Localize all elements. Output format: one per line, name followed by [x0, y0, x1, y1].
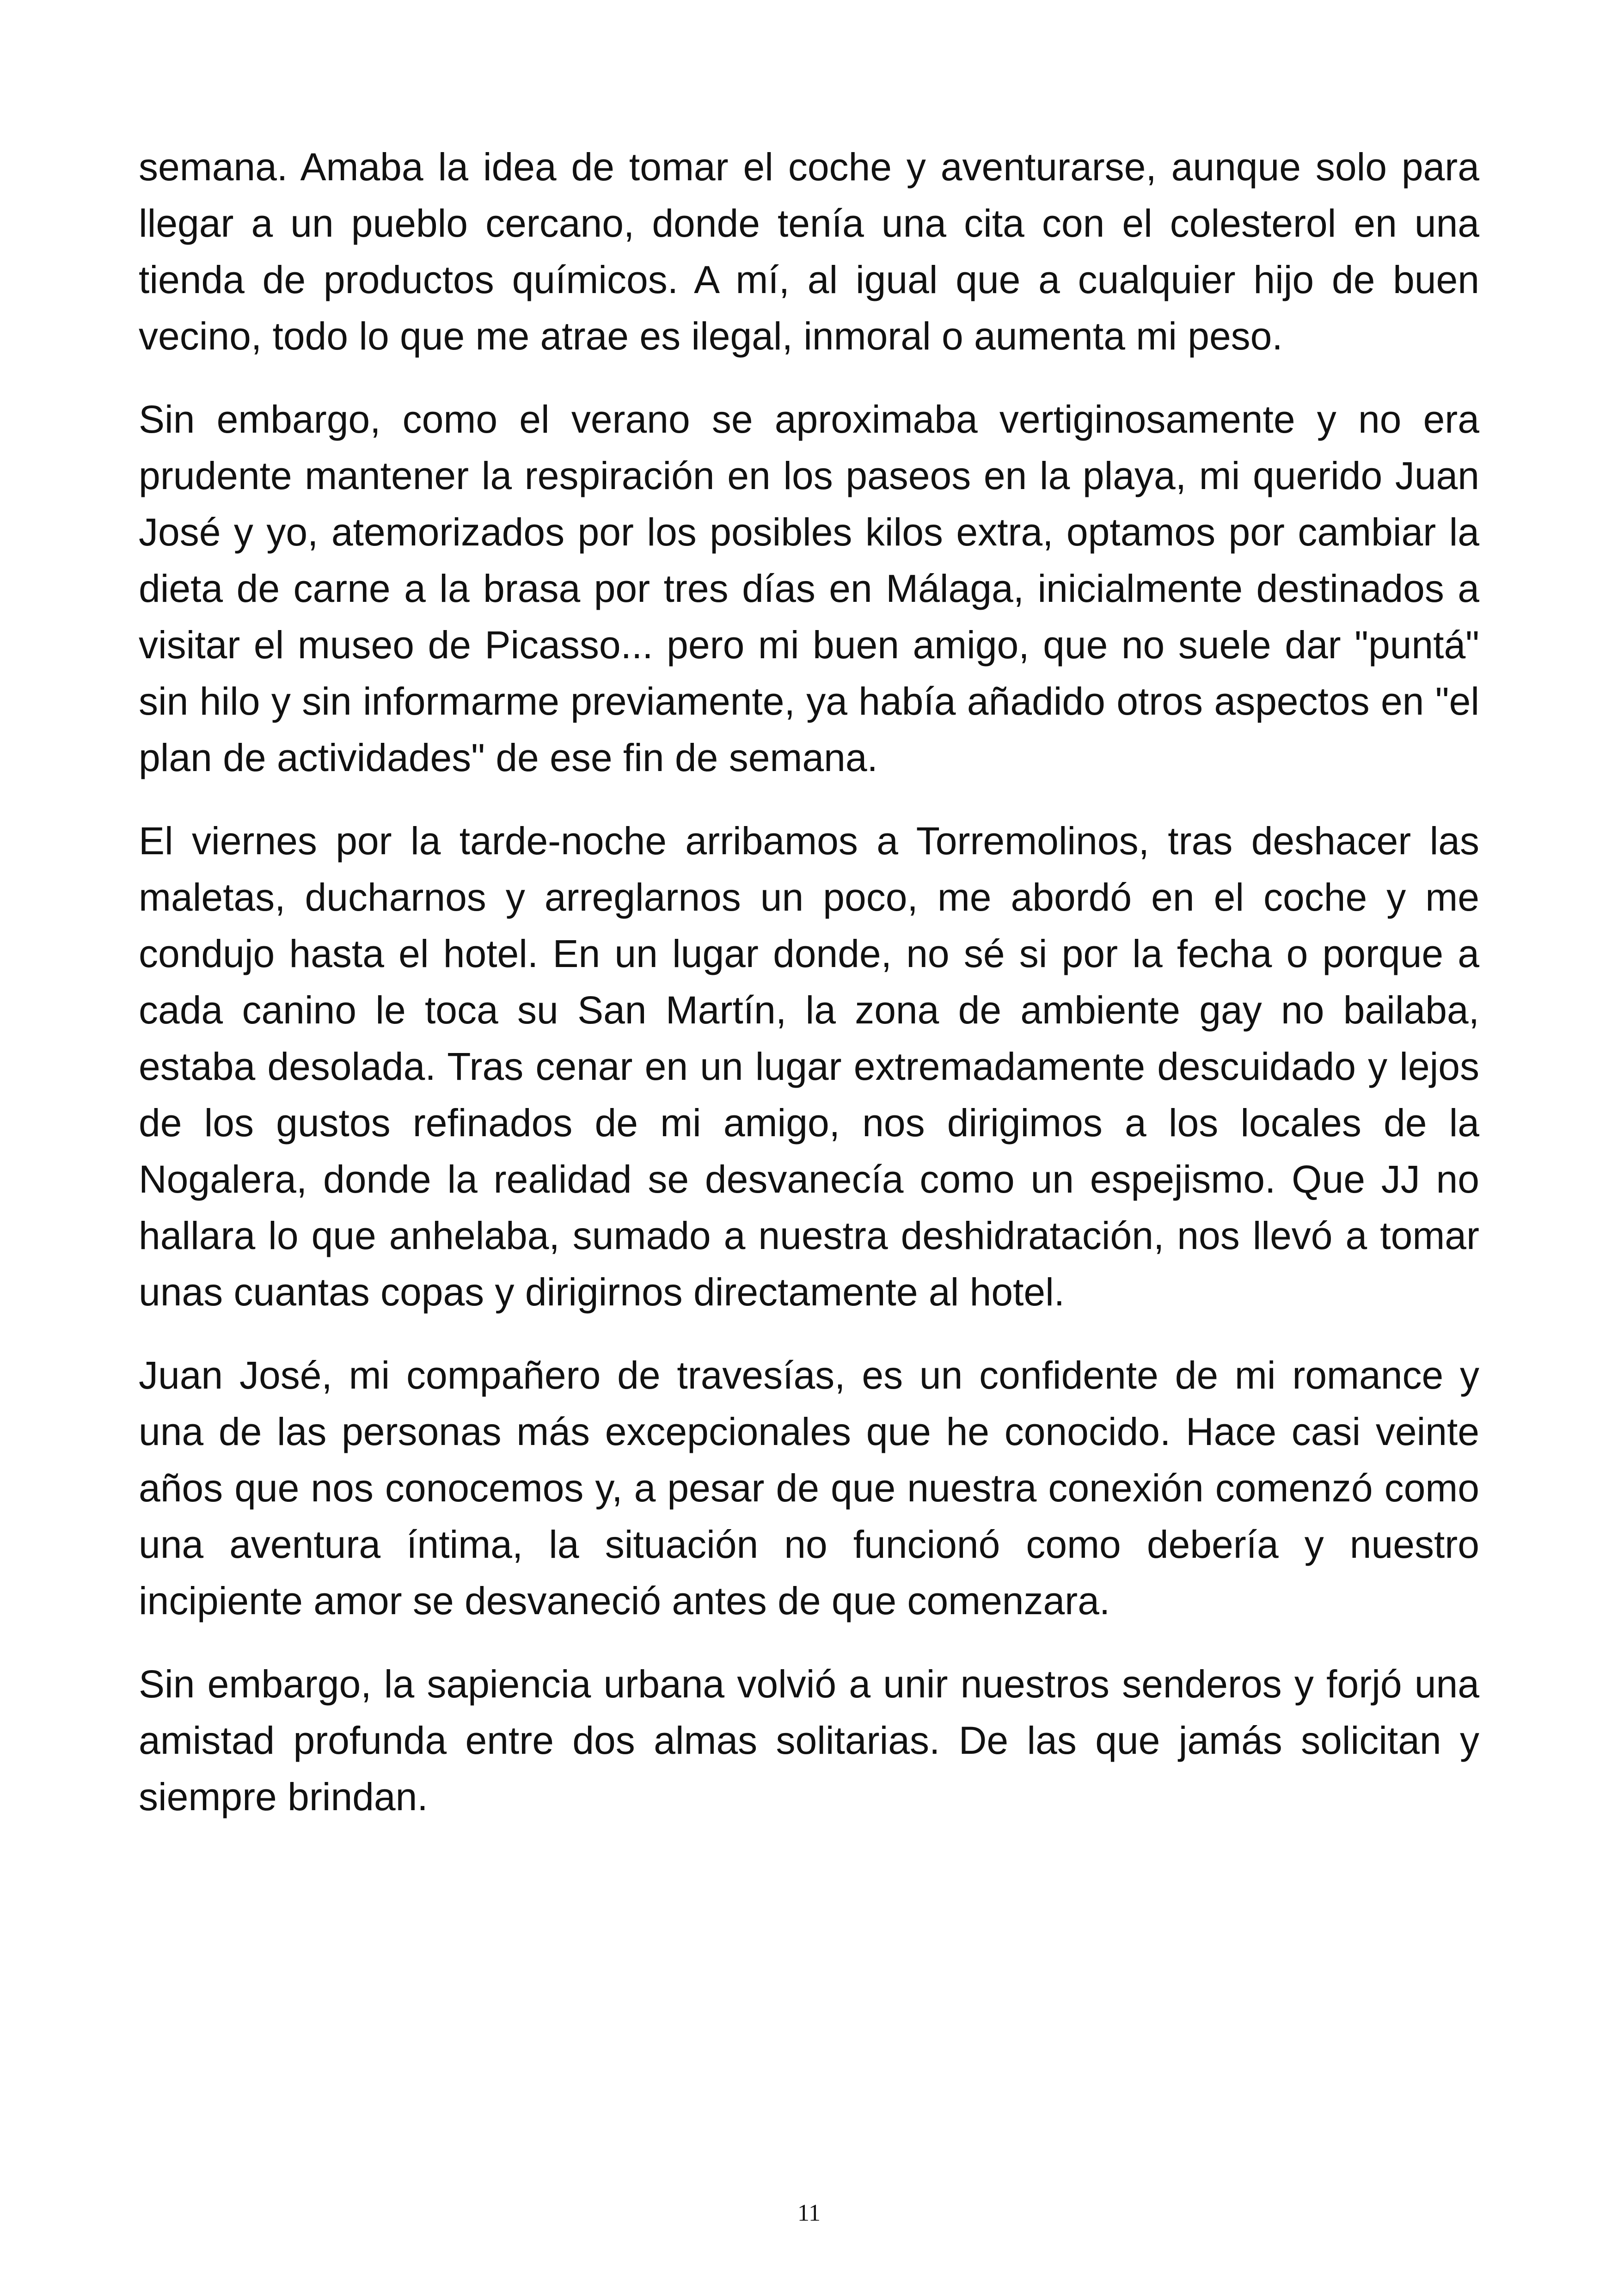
- page-number: 11: [797, 2200, 821, 2226]
- paragraph-1: semana. Amaba la idea de tomar el coche y aventurarse, aunque solo para llegar a un pueblo cercano, donde tenía una cita con el colesterol en una tienda de productos químicos. A mí, al igual que a cualquier hijo de buen vecino, todo lo que me atrae es ilegal, inmoral o aumenta mi peso.: [139, 145, 1479, 358]
- paragraph-5: Sin embargo, la sapiencia urbana volvió a unir nuestros senderos y forjó una amistad profunda entre dos almas solitarias. De las que jamás solicitan y siempre brindan.: [139, 1662, 1479, 1818]
- paragraph-4: Juan José, mi compañero de travesías, es un confidente de mi romance y una de las personas más excepcionales que he conocido. Hace casi veinte años que nos conocemos y, a pesar de que nuestra conexión comenzó como una aventura íntima, la situación no funcionó como debería y nuestro incipiente amor se desvaneció antes de que comenzara.: [139, 1353, 1479, 1623]
- body-text: [139, 139, 1479, 1852]
- paragraph-2: Sin embargo, como el verano se aproximaba vertiginosamente y no era prudente mantener la respiración en los paseos en la playa, mi querido Juan José y yo, atemorizados por los posibles kilos extra, optamos por cambiar la dieta de carne a la brasa por tres días en Málaga, inicialmente destinados a visitar el museo de Picasso... pero mi buen amigo, que no suele dar "puntá" sin hilo y sin informarme previamente, ya había añadido otros aspectos en "el plan de actividades" de ese fin de semana.: [139, 398, 1479, 779]
- paragraph-3: El viernes por la tarde-noche arribamos a Torremolinos, tras deshacer las maletas, ducharnos y arreglarnos un poco, me abordó en el coche y me condujo hasta el hotel. En un lugar donde, no sé si por la fecha o porque a cada canino le toca su San Martín, la zona de ambiente gay no bailaba, estaba desolada. Tras cenar en un lugar extremadamente descuidado y lejos de los gustos refinados de mi amigo, nos dirigimos a los locales de la Nogalera, donde la realidad se desvanecía como un espejismo. Que JJ no hallara lo que anhelaba, sumado a nuestra deshidratación, nos llevó a tomar unas cuantas copas y dirigirnos directamente al hotel.: [139, 819, 1479, 1314]
